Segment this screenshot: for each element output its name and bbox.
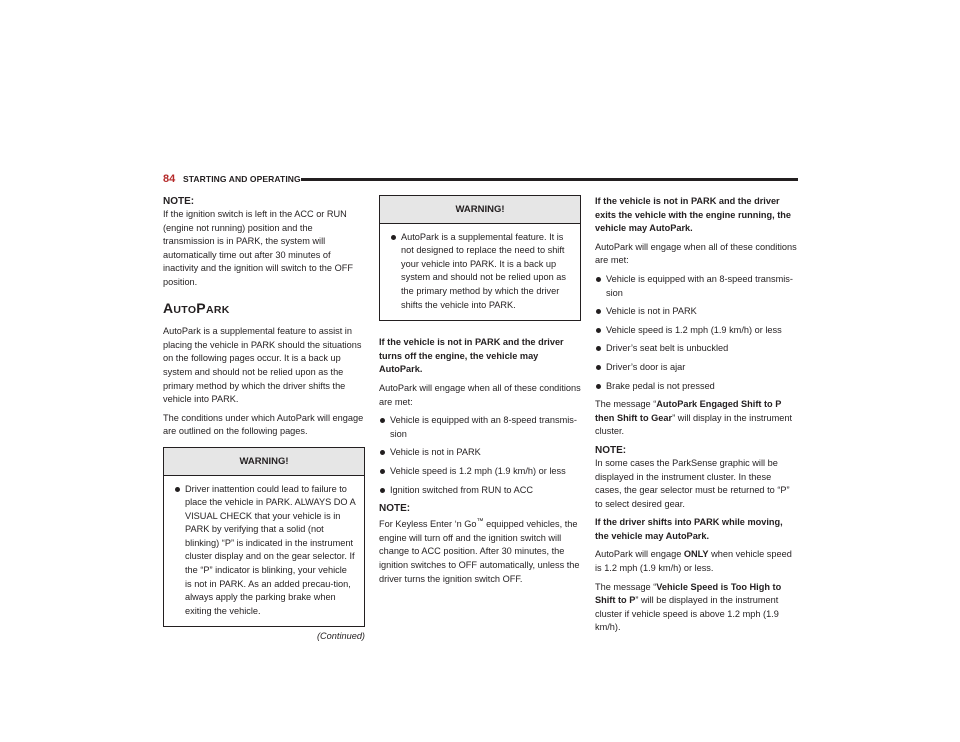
emphasis-text: ONLY [683, 549, 709, 560]
speed-too-high-message [595, 581, 798, 635]
column-1 [163, 195, 365, 644]
note-text: If the ignition switch is left in the ACC or RUN (engine not running) position and the transmission is in PARK, the system will automatically time out after 30 minutes of inactivity and the ignition will switch to the OFF position. [163, 209, 353, 287]
note-label: NOTE: [379, 503, 411, 515]
driver-exits-subheading: If the vehicle is not in PARK and the driver exits the vehicle with the engine running, the vehicle may AutoPark. [595, 196, 792, 234]
continued-label: (Continued) [316, 631, 365, 642]
page-header [163, 173, 798, 187]
list-item: Vehicle speed is 1.2 mph (1.9 km/h) or less [595, 324, 798, 338]
section-title: STARTING AND OPERATING [183, 174, 301, 184]
heading-rest-ark: ARK [205, 303, 230, 316]
column-3 [595, 195, 798, 640]
page-number: 84 [163, 173, 176, 185]
autopark-engaged-message [595, 398, 798, 439]
text-part: when vehicle speed is 1.2 mph (1.9 km/h) or less. [595, 549, 792, 574]
engine-off-subheading: If the vehicle is not in PARK and the driver turns off the engine, the vehicle may AutoPark. [379, 337, 564, 375]
autopark-heading [163, 299, 365, 318]
heading-cap-a: A [163, 299, 174, 316]
conditions-intro: AutoPark will engage when all of these conditions are met: [379, 382, 581, 407]
warning-title: WARNING! [380, 196, 580, 224]
list-item: Driver’s seat belt is unbuckled [595, 342, 798, 356]
list-item: Vehicle is not in PARK [595, 305, 798, 319]
list-item: Vehicle is not in PARK [379, 446, 581, 460]
shift-park-subheading: If the driver shifts into PARK while moving, the vehicle may AutoPark. [595, 517, 783, 541]
header-rule [301, 178, 798, 181]
trademark-symbol: ™ [476, 518, 484, 526]
autopark-description: AutoPark is a supplemental feature to assist in placing the vehicle in PARK should the situations on the following pages occur. It is a back up system and should not be relied upon as the primary method by which the driver shifts the vehicle into PARK. [163, 326, 362, 405]
warning-box [379, 195, 581, 321]
text-part: The message “ [595, 399, 657, 410]
warning-item: AutoPark is a supplemental feature. It is not designed to replace the need to shift your vehicle into PARK. It is a back up system and should not be relied upon as the primary method by which the driver shifts the vehicle into PARK. [390, 231, 572, 313]
note-label: NOTE: [163, 196, 195, 207]
list-item: Brake pedal is not pressed [595, 380, 798, 394]
column-2 [379, 195, 581, 591]
text-part: ” will be displayed in the instrument cluster if vehicle speed is above 1.2 mph (1.9 km/h). [595, 595, 779, 633]
heading-cap-p: P [196, 299, 206, 316]
warning-title: WARNING! [164, 448, 364, 476]
warning-item: Driver inattention could lead to failure to place the vehicle in PARK. ALWAYS DO A VISUAL CHECK that your vehicle is in PARK by verifying that a solid (not blinking) “P” is indicated in the instrument cluster display and on the gear selector. If the “P” indicator is blinking, your vehicle is not in PARK. As an added precau-tion, always apply the parking brake when exiting the vehicle. [174, 483, 356, 619]
list-item: Driver’s door is ajar [595, 361, 798, 375]
note-text-part: For Keyless Enter ‘n Go [379, 519, 477, 530]
list-item: Vehicle is equipped with an 8-speed transmis-sion [595, 273, 798, 300]
autopark-conditions-intro: The conditions under which AutoPark will engage are outlined on the following pages. [163, 412, 364, 437]
list-item: Vehicle speed is 1.2 mph (1.9 km/h) or less [379, 465, 581, 479]
engage-only-text [595, 548, 798, 575]
keyless-note-text [379, 515, 581, 586]
parksense-note-text: In some cases the ParkSense graphic will be displayed in the instrument cluster. In these cases, the gear selector must be returned to “P” to select desired gear. [595, 457, 790, 509]
heading-rest-uto: UTO [173, 303, 197, 316]
list-item: Vehicle is equipped with an 8-speed transmis-sion [379, 414, 581, 441]
warning-box [163, 447, 365, 628]
text-part: AutoPark will engage [595, 549, 684, 560]
message-text: AutoPark Engaged Shift to P then Shift to Gear [595, 399, 782, 423]
note-text-part: equipped vehicles, the engine will turn off and the ignition switch will change to ACC position. After 30 minutes, the ignition switches to OFF automatically, unless the driver turns the ignition switch OFF. [379, 519, 580, 584]
conditions-intro: AutoPark will engage when all of these conditions are met: [595, 241, 797, 266]
list-item: Ignition switched from RUN to ACC [379, 484, 581, 498]
text-part: ” will display in the instrument cluster. [595, 412, 793, 437]
message-text: Vehicle Speed is Too High to Shift to P [595, 581, 782, 606]
conditions-list [379, 414, 581, 497]
text-part: The message “ [595, 581, 657, 592]
conditions-list [595, 273, 798, 393]
note-label: NOTE: [595, 444, 627, 456]
